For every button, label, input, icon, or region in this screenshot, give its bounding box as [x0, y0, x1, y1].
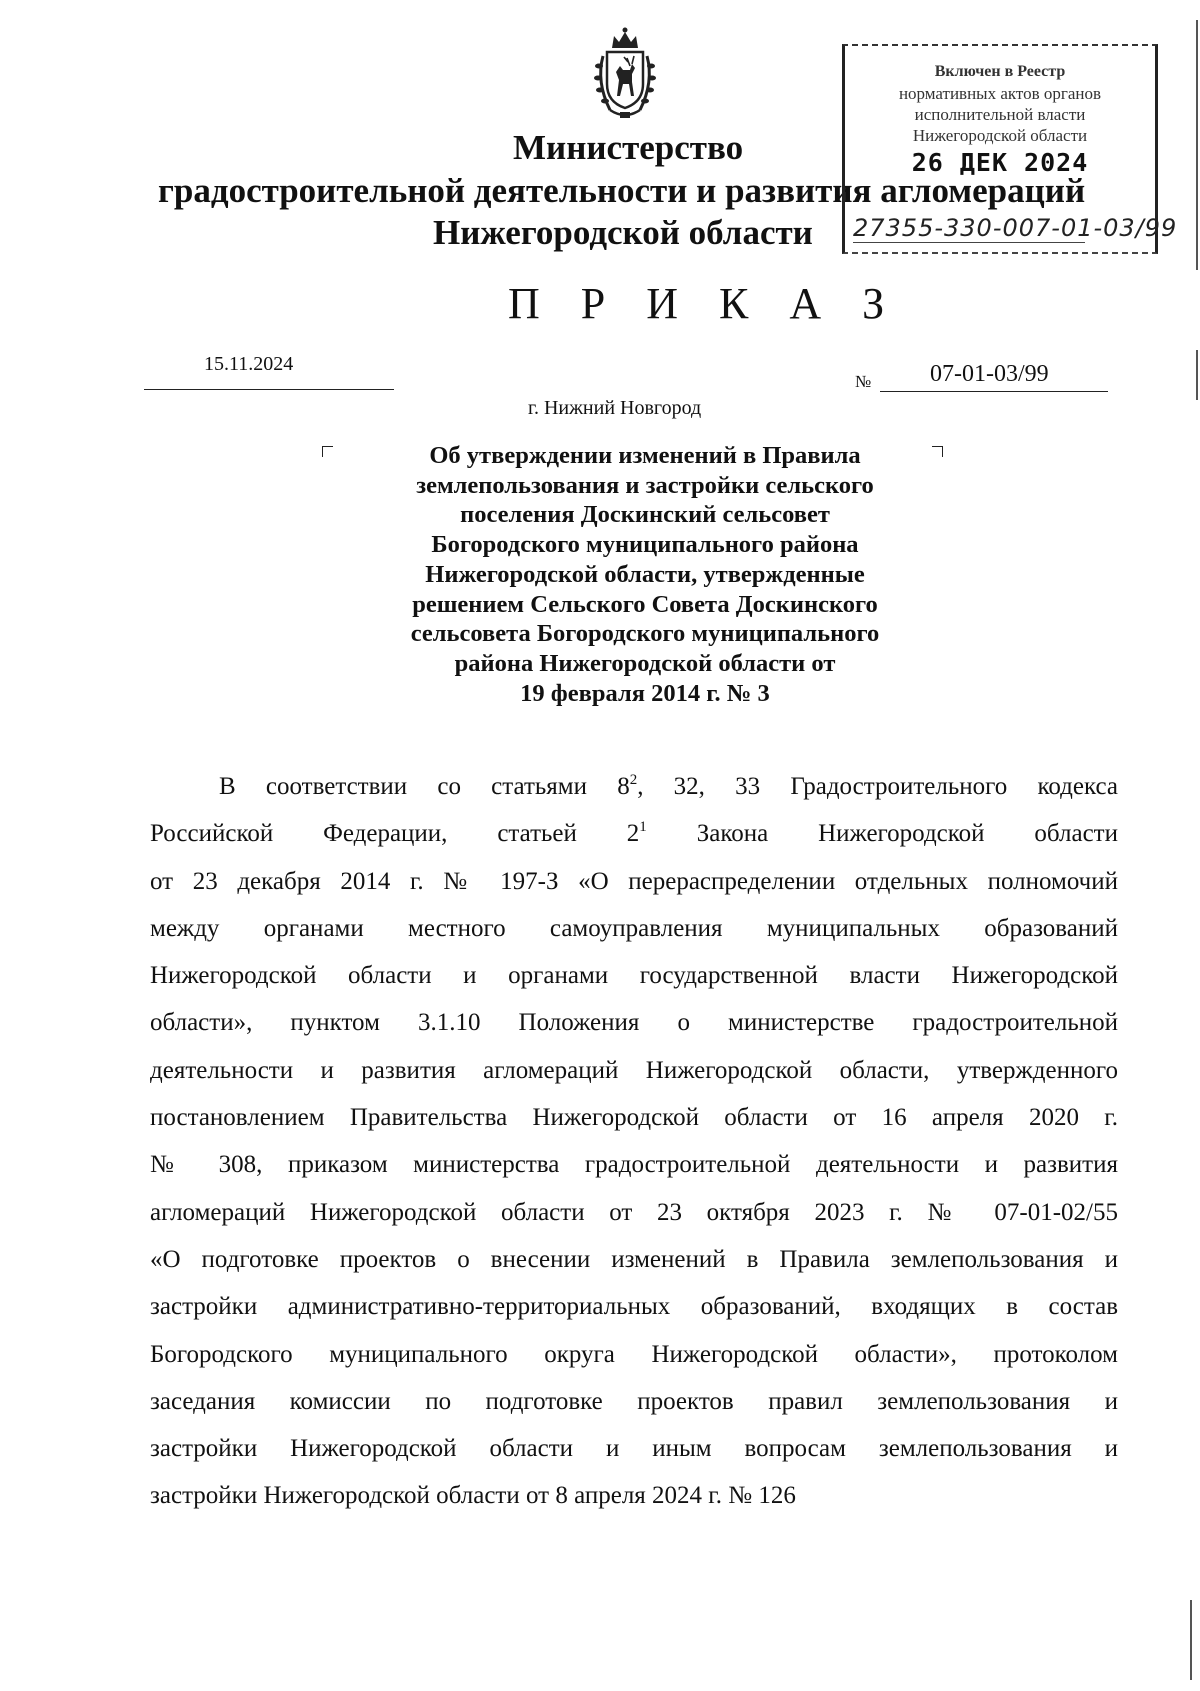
date-underline: [144, 389, 394, 390]
title-line: Об утверждении изменений в Правила: [429, 442, 861, 469]
title-line: района Нижегородской области от: [454, 649, 836, 677]
ministry-name-line-1: Министерство: [513, 128, 744, 167]
number-underline: [880, 391, 1108, 392]
body-paragraph: [150, 763, 1118, 1520]
stamp-underline: [853, 242, 1085, 243]
body-line: застройки Нижегородской области от 8 апреля 2024 г. № 126: [150, 1482, 796, 1510]
body-line: от 23 декабря 2014 г. № 197-З «О перераспределении отдельных полномочий: [150, 867, 1118, 895]
ministry-name-line-2: градостроительной деятельности и развития агломераций: [158, 171, 1086, 210]
body-line: В соответствии со статьями $8^2$, 32, 33 Градостроительного кодекса: [219, 772, 1118, 800]
body-line: застройки Нижегородской области и иным вопросам землепользования и: [150, 1435, 1118, 1463]
title-line: Нижегородской области, утвержденные: [425, 560, 865, 588]
title-line: Богородского муниципального района: [431, 531, 859, 559]
scan-edge-mark: [1190, 1600, 1192, 1680]
number-sign: №: [855, 372, 872, 391]
title-line: 19 февраля 2014 г. № 3: [520, 679, 770, 707]
stamp-registry-number: 27355-330-007-01-03/99: [853, 214, 1178, 242]
coat-of-arms-icon: [590, 26, 660, 122]
body-line: Богородского муниципального округа Нижегородской области», протоколом: [150, 1340, 1118, 1368]
stamp-line-4: Нижегородской области: [912, 126, 1088, 145]
title-corner-left: [322, 446, 333, 457]
document-city: г. Нижний Новгород: [528, 397, 702, 419]
stamp-date: 26 ДЕК 2024: [911, 148, 1089, 177]
stamp-line-2: нормативных актов органов: [898, 84, 1102, 103]
title-line: поселения Доскинский сельсовет: [460, 501, 830, 529]
registry-stamp: [842, 44, 1178, 254]
stamp-line-3: исполнительной власти: [914, 105, 1086, 124]
body-line: застройки административно-территориальных образований, входящих в состав: [150, 1293, 1118, 1321]
document-date: 15.11.2024: [204, 353, 294, 375]
body-line: Российской Федерации, статьей $2^1$ Закона Нижегородской области: [150, 819, 1118, 848]
document-type-heading: П Р И К А З: [508, 279, 900, 328]
title-line: сельсовета Богородского муниципального: [410, 620, 880, 648]
body-line: № 308, приказом министерства градостроительной деятельности и развития: [150, 1151, 1118, 1179]
body-line: постановлением Правительства Нижегородской области от 16 апреля 2020 г.: [150, 1104, 1118, 1132]
stamp-line-1: Включен в Реестр: [934, 63, 1066, 80]
body-line: деятельности и развития агломераций Нижегородской области, утвержденного: [150, 1056, 1118, 1084]
body-line: между органами местного самоуправления муниципальных образований: [150, 914, 1118, 942]
scan-edge-mark: [1196, 350, 1198, 400]
superscript: 2: [629, 772, 638, 788]
body-line: заседания комиссии по подготовке проектов правил землепользования и: [150, 1387, 1118, 1415]
title-line: решением Сельского Совета Доскинского: [412, 590, 878, 618]
document-number: 07-01-03/99: [930, 361, 1049, 387]
ministry-name-line-3: Нижегородской области: [433, 213, 813, 252]
body-line: Нижегородской области и органами государственной власти Нижегородской: [150, 962, 1118, 990]
superscript: 1: [639, 819, 647, 836]
scan-edge-mark: [1196, 20, 1198, 270]
title-line: землепользования и застройки сельского: [416, 471, 874, 499]
document-title: [350, 441, 940, 708]
body-line: области», пунктом 3.1.10 Положения о министерстве градостроительной: [150, 1009, 1118, 1037]
body-line: «О подготовке проектов о внесении изменений в Правила землепользования и: [150, 1245, 1118, 1273]
body-line: агломераций Нижегородской области от 23 октября 2023 г. № 07-01-02/55: [150, 1198, 1118, 1226]
